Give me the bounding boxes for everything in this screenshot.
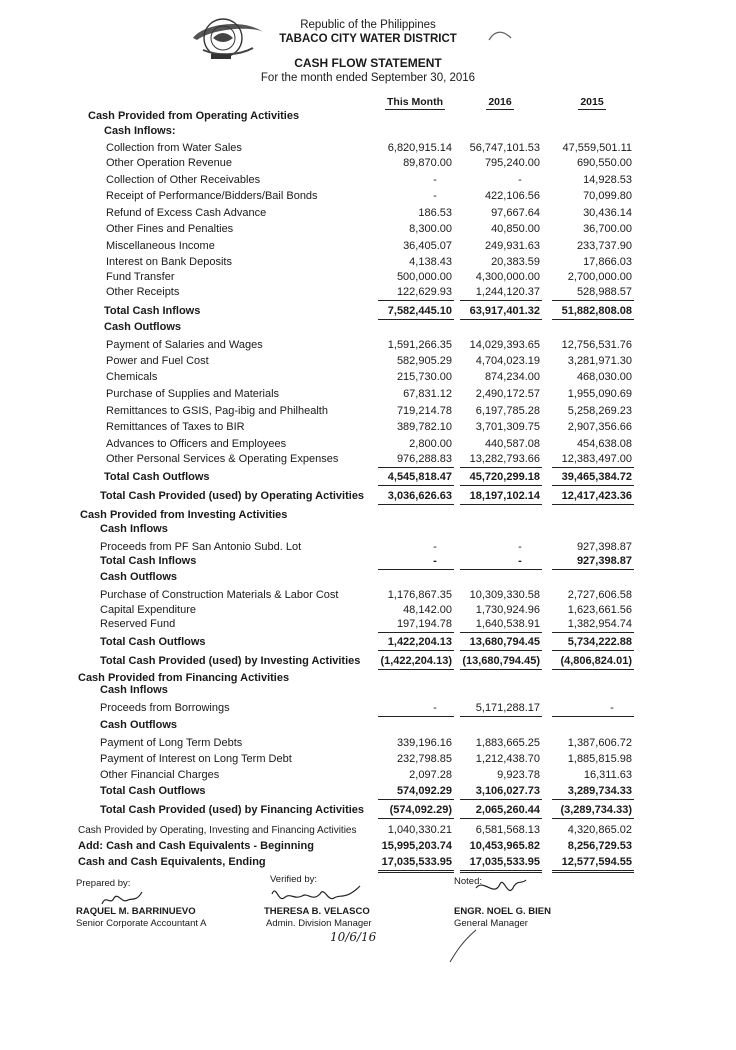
cell-this-month: 1,176,867.35	[387, 589, 452, 601]
cell-2015: 454,638.08	[576, 438, 632, 450]
column-rule	[378, 799, 454, 800]
cell-this-month: 1,040,330.21	[387, 824, 452, 836]
cell-2015: 36,700.00	[583, 223, 632, 235]
cell-this-month: 4,138.43	[409, 256, 452, 268]
cell-2015: (4,806,824.01)	[560, 655, 632, 667]
column-rule	[378, 467, 454, 468]
cell-2016: 249,931.63	[484, 240, 540, 252]
column-header-2016: 2016	[488, 96, 512, 108]
cell-this-month: 976,288.83	[396, 453, 452, 465]
cell-2016: 3,701,309.75	[475, 421, 540, 433]
cell-2016: 56,747,101.53	[469, 142, 540, 154]
row-label: Payment of Interest on Long Term Debt	[100, 753, 292, 765]
table-row	[0, 437, 736, 452]
table-row	[0, 338, 736, 353]
table-row	[0, 452, 736, 467]
cell-2016: 18,197,102.14	[469, 490, 540, 502]
row-label: Remittances to GSIS, Pag-ibig and Philhealth	[106, 405, 328, 417]
cell-this-month: 197,194.78	[396, 618, 452, 630]
row-label: Cash Outflows	[104, 321, 182, 333]
row-label: Refund of Excess Cash Advance	[106, 207, 267, 219]
verified-by-position: Admin. Division Manager	[266, 918, 372, 929]
cell-2015: 12,756,531.76	[561, 339, 632, 351]
table-row	[0, 803, 736, 818]
cell-this-month: 36,405.07	[403, 240, 452, 252]
cell-this-month: 2,097.28	[409, 769, 452, 781]
table-row	[0, 489, 736, 504]
column-rule	[552, 319, 634, 320]
column-rule	[378, 650, 454, 651]
row-label: Total Cash Provided (used) by Financing Activities	[100, 804, 365, 816]
row-label: Proceeds from Borrowings	[100, 702, 230, 714]
table-row	[0, 387, 736, 402]
cell-this-month: 17,035,533.95	[381, 856, 452, 868]
table-row	[0, 855, 736, 870]
cell-2015: 3,281,971.30	[567, 355, 632, 367]
row-label: Reserved Fund	[100, 618, 176, 630]
cell-2015: 5,258,269.23	[567, 405, 632, 417]
cell-2016: 97,667.64	[491, 207, 540, 219]
cell-2015: 528,988.57	[576, 286, 632, 298]
noted-by-name: ENGR. NOEL G. BIEN	[454, 906, 551, 917]
row-label: Cash Provided by Operating, Investing and Financing Activities	[78, 825, 357, 836]
row-label: Other Operation Revenue	[106, 157, 232, 169]
row-label: Total Cash Inflows	[100, 555, 197, 567]
signature-stroke-mark	[446, 928, 486, 964]
table-row	[0, 239, 736, 254]
column-double-rule	[552, 872, 634, 873]
cell-2016: -	[518, 555, 522, 567]
table-row	[0, 683, 736, 698]
prepared-by-name: RAQUEL M. BARRINUEVO	[76, 906, 196, 917]
row-label: Other Receipts	[106, 286, 180, 298]
cell-this-month: (1,422,204.13)	[380, 655, 452, 667]
table-row	[0, 635, 736, 650]
cell-2015: 17,866.03	[583, 256, 632, 268]
table-row	[0, 470, 736, 485]
row-label: Cash and Cash Equivalents, Ending	[78, 856, 266, 868]
cell-2016: 1,640,538.91	[475, 618, 540, 630]
column-header-2015: 2015	[580, 96, 604, 108]
cell-2015: 14,928.53	[583, 174, 632, 186]
noted-by-position: General Manager	[454, 918, 528, 929]
column-rule	[552, 569, 634, 570]
cell-2015: 1,382,954.74	[567, 618, 632, 630]
column-rule	[552, 818, 634, 819]
table-row	[0, 156, 736, 171]
cell-2016: 6,581,568.13	[475, 824, 540, 836]
row-label: Cash Provided from Operating Activities	[88, 110, 300, 122]
row-label: Advances to Officers and Employees	[106, 438, 287, 450]
column-rule	[552, 870, 634, 871]
table-row	[0, 540, 736, 555]
row-label: Chemicals	[106, 371, 158, 383]
verified-by-caption: Verified by:	[270, 874, 317, 885]
column-rule	[460, 870, 542, 871]
table-row	[0, 420, 736, 435]
row-label: Total Cash Outflows	[100, 785, 206, 797]
cell-2015: 1,623,661.56	[567, 604, 632, 616]
cell-2016: 63,917,401.32	[469, 305, 540, 317]
table-row	[0, 141, 736, 156]
table-row	[0, 570, 736, 585]
table-row	[0, 354, 736, 369]
table-row	[0, 189, 736, 204]
cell-this-month: 719,214.78	[396, 405, 452, 417]
column-rule	[378, 716, 454, 717]
cell-2016: 13,282,793.66	[469, 453, 540, 465]
statement-title: CASH FLOW STATEMENT	[294, 56, 442, 70]
table-row	[0, 404, 736, 419]
cell-2015: 2,700,000.00	[567, 271, 632, 283]
row-label: Cash Inflows:	[104, 125, 176, 137]
cell-2016: 14,029,393.65	[469, 339, 540, 351]
table-row	[0, 222, 736, 237]
table-row	[0, 554, 736, 569]
cell-2016: 1,730,924.96	[475, 604, 540, 616]
column-double-rule	[460, 872, 542, 873]
cell-this-month: -	[433, 555, 437, 567]
cell-2015: 51,882,808.08	[561, 305, 632, 317]
cell-this-month: 1,591,266.35	[387, 339, 452, 351]
column-rule	[552, 716, 634, 717]
column-rule	[378, 319, 454, 320]
row-label: Proceeds from PF San Antonio Subd. Lot	[100, 541, 302, 553]
cell-2015: 12,417,423.36	[561, 490, 632, 502]
cell-2016: 45,720,299.18	[469, 471, 540, 483]
cell-2016: 874,234.00	[484, 371, 540, 383]
column-rule	[378, 300, 454, 301]
cell-2016: 1,883,665.25	[475, 737, 540, 749]
cell-this-month: 67,831.12	[403, 388, 452, 400]
row-label: Collection of Other Receivables	[106, 174, 261, 186]
cell-this-month: 7,582,445.10	[387, 305, 452, 317]
row-label: Capital Expenditure	[100, 604, 197, 616]
cell-2015: 39,465,384.72	[561, 471, 632, 483]
column-rule	[460, 799, 542, 800]
cell-this-month: -	[433, 174, 437, 186]
column-rule	[378, 569, 454, 570]
prepared-by-caption: Prepared by:	[76, 878, 131, 889]
table-row	[0, 768, 736, 783]
table-row	[0, 206, 736, 221]
row-label: Cash Provided from Financing Activities	[78, 672, 290, 684]
cell-2015: 927,398.87	[576, 555, 632, 567]
cell-this-month: 186.53	[418, 207, 452, 219]
row-label: Other Financial Charges	[100, 769, 220, 781]
row-label: Remittances of Taxes to BIR	[106, 421, 245, 433]
prepared-by-position: Senior Corporate Accountant A	[76, 918, 207, 929]
cell-2015: 12,577,594.55	[561, 856, 632, 868]
column-rule	[552, 467, 634, 468]
column-double-rule	[378, 872, 454, 873]
cell-2015: 2,907,356.66	[567, 421, 632, 433]
cell-2016: 5,171,288.17	[475, 702, 540, 714]
cell-2015: 468,030.00	[576, 371, 632, 383]
column-rule	[378, 632, 454, 633]
table-row	[0, 370, 736, 385]
cell-2016: 440,587.08	[484, 438, 540, 450]
row-label: Interest on Bank Deposits	[106, 256, 232, 268]
row-label: Total Cash Provided (used) by Operating Activities	[100, 490, 365, 502]
cell-this-month: 15,995,203.74	[381, 840, 452, 852]
row-label: Total Cash Outflows	[100, 636, 206, 648]
cell-2016: 1,212,438.70	[475, 753, 540, 765]
row-label: Cash Outflows	[100, 571, 178, 583]
row-label: Collection from Water Sales	[106, 142, 242, 154]
cell-2016: 10,309,330.58	[469, 589, 540, 601]
column-rule	[460, 569, 542, 570]
table-row	[0, 654, 736, 669]
row-label: Total Cash Provided (used) by Investing Activities	[100, 655, 361, 667]
cell-this-month: 574,092.29	[396, 785, 452, 797]
column-rule	[552, 650, 634, 651]
table-row	[0, 508, 736, 523]
cell-this-month: -	[433, 541, 437, 553]
cell-2015: (3,289,734.33)	[560, 804, 632, 816]
row-label: Cash Inflows	[100, 523, 168, 535]
column-rule	[460, 650, 542, 651]
cell-2015: 30,436.14	[583, 207, 632, 219]
cell-this-month: 339,196.16	[396, 737, 452, 749]
cell-2016: 6,197,785.28	[475, 405, 540, 417]
column-rule	[460, 818, 542, 819]
cell-2016: 40,850.00	[491, 223, 540, 235]
cell-2015: 3,289,734.33	[567, 785, 632, 797]
column-rule	[378, 818, 454, 819]
cell-2015: 1,955,090.69	[567, 388, 632, 400]
table-row	[0, 839, 736, 854]
cell-2015: 1,885,815.98	[567, 753, 632, 765]
cell-2015: 47,559,501.11	[562, 142, 632, 154]
table-row	[0, 124, 736, 139]
cell-this-month: -	[433, 190, 437, 202]
verified-date: 10/6/16	[330, 930, 377, 944]
column-rule	[552, 669, 634, 670]
cell-2016: -	[518, 541, 522, 553]
cell-2015: 8,256,729.53	[567, 840, 632, 852]
column-rule	[378, 485, 454, 486]
column-rule	[552, 485, 634, 486]
column-rule	[378, 504, 454, 505]
cell-2016: -	[518, 174, 522, 186]
cell-2015: 927,398.87	[576, 541, 632, 553]
cell-this-month: 48,142.00	[403, 604, 452, 616]
row-label: Purchase of Supplies and Materials	[106, 388, 280, 400]
row-label: Cash Provided from Investing Activities	[80, 509, 288, 521]
table-row	[0, 109, 736, 124]
verified-signature	[268, 882, 364, 908]
column-rule	[460, 485, 542, 486]
row-label: Total Cash Outflows	[104, 471, 210, 483]
row-label: Fund Transfer	[106, 271, 175, 283]
cell-this-month: -	[433, 702, 437, 714]
cell-2015: 12,383,497.00	[561, 453, 632, 465]
cell-this-month: 389,782.10	[396, 421, 452, 433]
cell-2015: 233,737.90	[576, 240, 632, 252]
table-row	[0, 617, 736, 632]
row-label: Miscellaneous Income	[106, 240, 215, 252]
column-rule	[460, 504, 542, 505]
column-rule	[460, 300, 542, 301]
column-rule	[378, 669, 454, 670]
noted-by-caption: Noted:	[454, 876, 482, 887]
cell-2015: -	[610, 702, 614, 714]
column-rule	[378, 870, 454, 871]
cell-2016: 3,106,027.73	[475, 785, 540, 797]
table-row	[0, 603, 736, 618]
cell-2016: 13,680,794.45	[469, 636, 540, 648]
row-label: Payment of Long Term Debts	[100, 737, 243, 749]
cell-this-month: 1,422,204.13	[387, 636, 452, 648]
column-rule	[460, 467, 542, 468]
table-row	[0, 752, 736, 767]
table-row	[0, 718, 736, 733]
cell-2016: 1,244,120.37	[475, 286, 540, 298]
cell-this-month: 500,000.00	[396, 271, 452, 283]
column-header-this-month: This Month	[387, 96, 443, 108]
cell-2015: 16,311.63	[583, 769, 632, 781]
table-row	[0, 823, 736, 838]
cell-2015: 4,320,865.02	[567, 824, 632, 836]
table-row	[0, 173, 736, 188]
row-label: Payment of Salaries and Wages	[106, 339, 263, 351]
cell-this-month: 215,730.00	[396, 371, 452, 383]
cell-2016: 795,240.00	[484, 157, 540, 169]
cell-2016: (13,680,794.45)	[462, 655, 540, 667]
cell-2016: 20,383.59	[491, 256, 540, 268]
table-row	[0, 304, 736, 319]
cell-2015: 5,734,222.88	[567, 636, 632, 648]
row-label: Other Personal Services & Operating Expenses	[106, 453, 339, 465]
cell-this-month: 89,870.00	[403, 157, 452, 169]
statement-period: For the month ended September 30, 2016	[260, 72, 476, 84]
column-rule	[552, 632, 634, 633]
table-row	[0, 320, 736, 335]
cell-2016: 2,065,260.44	[475, 804, 540, 816]
cell-this-month: 3,036,626.63	[387, 490, 452, 502]
cell-2016: 10,453,965.82	[469, 840, 540, 852]
table-row	[0, 736, 736, 751]
cell-this-month: 2,800.00	[409, 438, 452, 450]
cell-2015: 70,099.80	[583, 190, 632, 202]
cell-2016: 4,300,000.00	[475, 271, 540, 283]
column-rule	[552, 799, 634, 800]
cell-this-month: 6,820,915.14	[387, 142, 452, 154]
cell-2015: 1,387,606.72	[567, 737, 632, 749]
table-row	[0, 701, 736, 716]
header-district: TABACO CITY WATER DISTRICT	[279, 33, 457, 45]
table-row	[0, 285, 736, 300]
row-label: Power and Fuel Cost	[106, 355, 209, 367]
header-republic: Republic of the Philippines	[300, 19, 436, 31]
cell-this-month: 582,905.29	[396, 355, 452, 367]
cell-2016: 2,490,172.57	[475, 388, 540, 400]
cell-2016: 422,106.56	[484, 190, 540, 202]
row-label: Receipt of Performance/Bidders/Bail Bonds	[106, 190, 318, 202]
noted-signature	[470, 874, 530, 904]
row-label: Purchase of Construction Materials & Labor Cost	[100, 589, 339, 601]
table-row	[0, 255, 736, 270]
cell-2016: 4,704,023.19	[475, 355, 540, 367]
row-label: Total Cash Inflows	[104, 305, 201, 317]
cell-this-month: 8,300.00	[409, 223, 452, 235]
table-row	[0, 588, 736, 603]
row-label: Add: Cash and Cash Equivalents - Beginning	[78, 840, 314, 852]
cell-this-month: 122,629.93	[396, 286, 452, 298]
row-label: Cash Inflows	[100, 684, 168, 696]
cell-2015: 690,550.00	[576, 157, 632, 169]
table-row	[0, 270, 736, 285]
column-rule	[552, 504, 634, 505]
cell-2015: 2,727,606.58	[567, 589, 632, 601]
cell-this-month: 232,798.85	[396, 753, 452, 765]
table-row	[0, 522, 736, 537]
cell-this-month: (574,092.29)	[389, 804, 452, 816]
row-label: Other Fines and Penalties	[106, 223, 234, 235]
column-rule	[460, 716, 542, 717]
column-rule	[460, 632, 542, 633]
table-row	[0, 784, 736, 799]
column-rule	[460, 319, 542, 320]
verified-by-name: THERESA B. VELASCO	[264, 906, 370, 917]
cell-this-month: 4,545,818.47	[387, 471, 452, 483]
column-rule	[460, 669, 542, 670]
cell-2016: 17,035,533.95	[469, 856, 540, 868]
row-label: Cash Outflows	[100, 719, 178, 731]
cell-2016: 9,923.78	[497, 769, 540, 781]
column-rule	[552, 300, 634, 301]
